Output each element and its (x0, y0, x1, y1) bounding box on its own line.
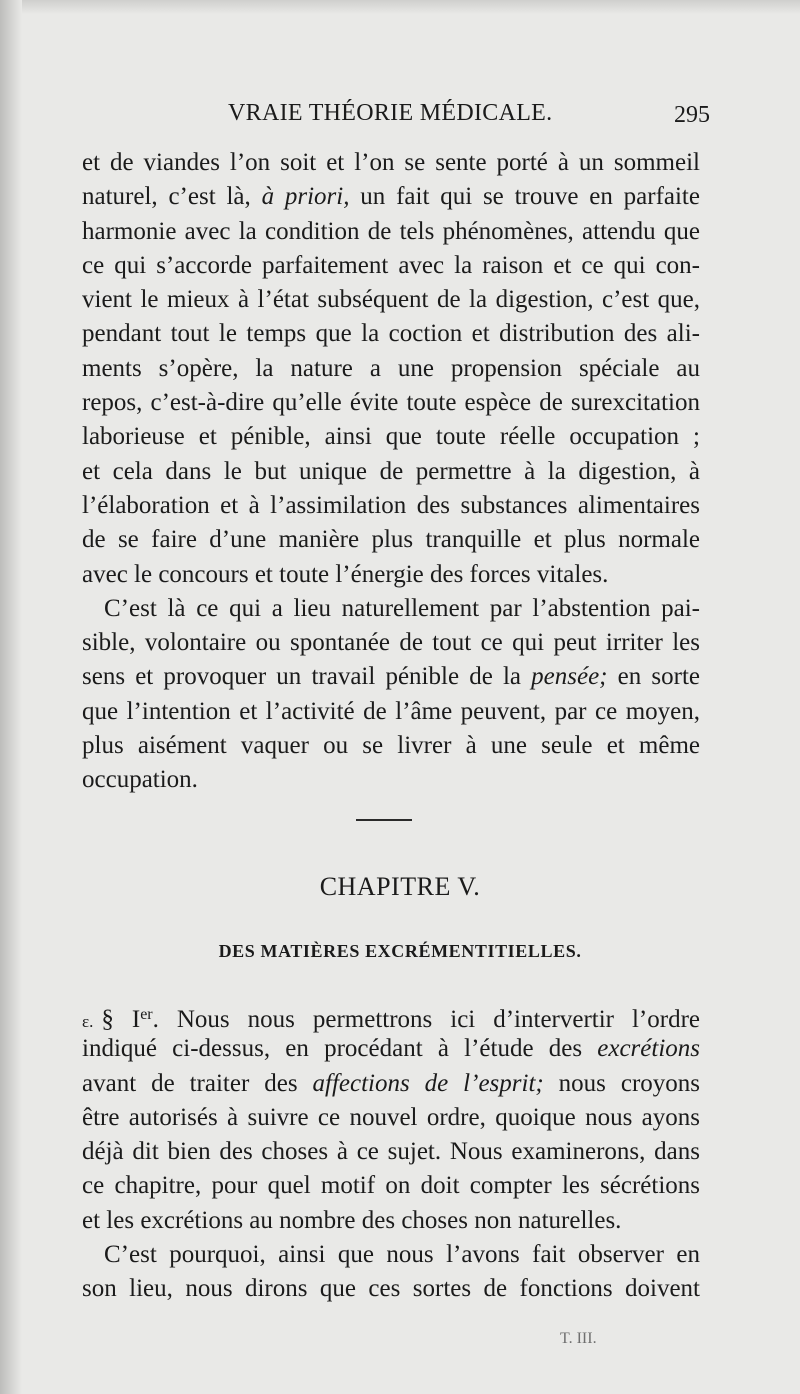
section-divider (356, 819, 412, 821)
text-line: son lieu, nous dirons que ces sortes de fonctions doivent (82, 1275, 700, 1303)
text-line: ε. § Ier. Nous nous permettrons ici d’intervertir l’ordre (82, 1006, 700, 1033)
section-number: § Ier (101, 1006, 153, 1033)
text-line: être autorisés à suivre ce nouvel ordre, quoique nous ayons (82, 1103, 700, 1131)
text-line: sible, volontaire ou spontanée de tout ce qui peut irriter les (82, 629, 700, 657)
text-line: et cela dans le but unique de permettre à la digestion, à (82, 457, 700, 485)
text-line: indiqué ci-dessus, en procédant à l’étude des excrétions (82, 1035, 700, 1063)
chapter-title: CHAPITRE V. (319, 872, 481, 901)
page-number: 295 (674, 102, 710, 128)
text-line: ments s’opère, la nature a une propension spéciale au (82, 354, 700, 382)
paragraph-3 (82, 998, 700, 1307)
text-line: repos, c’est-à-dire qu’elle évite toute espèce de surexcitation (82, 389, 700, 417)
text-line: l’élaboration et à l’assimilation des substances alimentaires (82, 491, 700, 519)
text-line: avec le concours et toute l’énergie des forces vitales. (82, 560, 609, 588)
text-line: laborieuse et pénible, ainsi que toute réelle occupation ; (82, 423, 700, 451)
chapter-subtitle: DES MATIÈRES EXCRÉMENTITIELLES. (218, 941, 582, 961)
text-line: harmonie avec la condition de tels phénomènes, attendu que (82, 217, 700, 245)
page-edge-shadow-top (0, 0, 800, 14)
page-edge-shadow-left (0, 0, 22, 1394)
marginal-mark: ε. (82, 1012, 94, 1031)
text-line: pendant tout le temps que la coction et distribution des ali- (82, 320, 700, 348)
text-line: ce chapitre, pour quel motif on doit compter les sécrétions (82, 1172, 700, 1200)
text-line: occupation. (82, 766, 198, 794)
text-line: sens et provoquer un travail pénible de la pensée; en sorte (82, 663, 700, 691)
text-line: que l’intention et l’activité de l’âme peuvent, par ce moyen, (82, 697, 700, 725)
text-line: de se faire d’une manière plus tranquille et plus normale (82, 526, 700, 554)
paragraph-1 (82, 146, 700, 798)
text-line: plus aisément vaquer ou se livrer à une seule et même (82, 732, 700, 760)
signature-mark: T. III. (560, 1330, 597, 1347)
text-line: déjà dit bien des choses à ce sujet. Nous examinerons, dans (82, 1138, 700, 1166)
page-header (82, 100, 710, 134)
text-line: naturel, c’est là, à priori, un fait qui se trouve en parfaite (82, 183, 700, 211)
text-line: ce qui s’accorde parfaitement avec la raison et ce qui con- (82, 251, 700, 279)
text-line: avant de traiter des affections de l’esprit; nous croyons (82, 1069, 700, 1097)
text-line: C’est pourquoi, ainsi que nous l’avons fait observer en (104, 1241, 700, 1269)
text-line: C’est là ce qui a lieu naturellement par l’abstention pai- (104, 594, 700, 622)
text-line: et les excrétions au nombre des choses non naturelles. (82, 1206, 622, 1234)
text-line: vient le mieux à l’état subséquent de la digestion, c’est que, (82, 286, 700, 314)
text-line: et de viandes l’on soit et l’on se sente porté à un sommeil (82, 149, 700, 176)
running-title: VRAIE THÉORIE MÉDICALE. (228, 100, 553, 126)
